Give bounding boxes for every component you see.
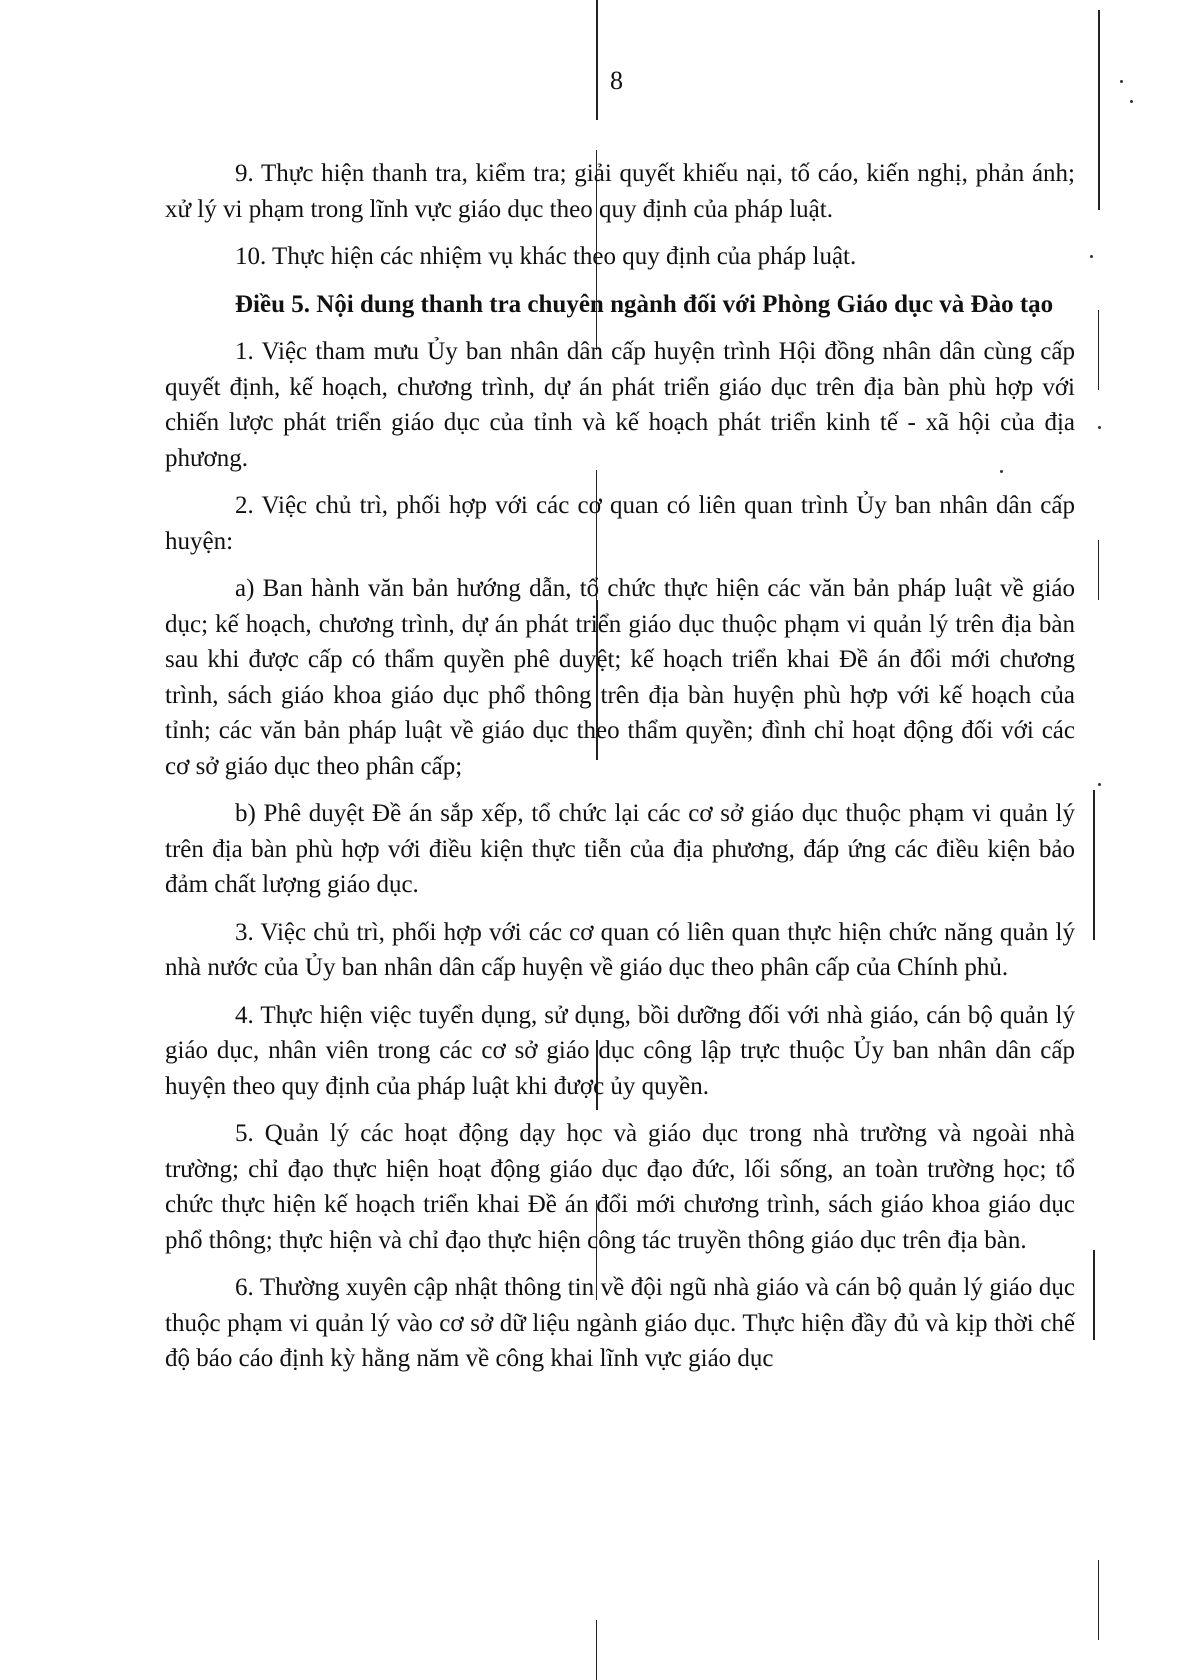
clause-2a: a) Ban hành văn bản hướng dẫn, tổ chức thực hiện các văn bản pháp luật về giáo dục; kế hoạch, chương trình, dự án phát triển giáo dục thuộc phạm vi quản lý trên địa bàn sau khi được cấp có thẩm quyền phê duyệt; kế hoạch triển khai Đề án đổi mới chương trình, sách giáo khoa giáo dục phổ thông trên địa bàn huyện phù hợp với kế hoạch của tỉnh; các văn bản pháp luật về giáo dục theo thẩm quyền; đình chỉ hoạt động đối với các cơ sở giáo dục theo phân cấp; — [165, 575, 1075, 780]
scan-edge-line — [1098, 10, 1100, 210]
paragraph-item-10: 10. Thực hiện các nhiệm vụ khác theo quy định của pháp luật. — [235, 243, 857, 270]
scan-edge-line — [1093, 1250, 1095, 1340]
clause-1: 1. Việc tham mưu Ủy ban nhân dân cấp huyện trình Hội đồng nhân dân cùng cấp quyết định, kế hoạch, chương trình, dự án phát triển giáo dục trên địa bàn phù hợp với chiến lược phát triển giáo dục của tỉnh và kế hoạch phát triển kinh tế - xã hội của địa phương. — [165, 338, 1075, 472]
page-number: 8 — [610, 66, 623, 95]
clause-5: 5. Quản lý các hoạt động dạy học và giáo dục trong nhà trường và ngoài nhà trường; chỉ đạo thực hiện hoạt động giáo dục đạo đức, lối sống, an toàn trường học; tổ chức thực hiện kế hoạch triển khai Đề án đổi mới chương trình, sách giáo khoa giáo dục phổ thông; thực hiện và chỉ đạo thực hiện công tác truyền thông giáo dục trên địa bàn. — [165, 1120, 1075, 1254]
clause-6: 6. Thường xuyên cập nhật thông tin về đội ngũ nhà giáo và cán bộ quản lý giáo dục thuộc phạm vi quản lý vào cơ sở dữ liệu ngành giáo dục. Thực hiện đầy đủ và kịp thời chế độ báo cáo định kỳ hằng năm về công khai lĩnh vực giáo dục — [165, 1274, 1075, 1372]
clause-2b: b) Phê duyệt Đề án sắp xếp, tổ chức lại các cơ sở giáo dục thuộc phạm vi quản lý trên địa bàn phù hợp với điều kiện thực tiễn của địa phương, đáp ứng các điều kiện bảo đảm chất lượng giáo dục. — [165, 800, 1075, 898]
scan-fold-line — [596, 0, 598, 120]
scan-speck — [1098, 426, 1101, 429]
clause-2: 2. Việc chủ trì, phối hợp với các cơ quan có liên quan trình Ủy ban nhân dân cấp huyện: — [165, 492, 1075, 555]
scan-speck — [1098, 783, 1101, 786]
clause-4: 4. Thực hiện việc tuyển dụng, sử dụng, bồi dưỡng đối với nhà giáo, cán bộ quản lý giáo dục, nhân viên trong các cơ sở giáo dục công lập trực thuộc Ủy ban nhân dân cấp huyện theo quy định của pháp luật khi được ủy quyền. — [165, 1001, 1075, 1100]
scan-speck — [1130, 100, 1133, 103]
article-5-heading: Điều 5. Nội dung thanh tra chuyên ngành đối với Phòng Giáo dục và Đào tạo — [235, 290, 1054, 318]
scan-speck — [1120, 80, 1123, 83]
scan-edge-line — [1098, 1560, 1099, 1640]
clause-3: 3. Việc chủ trì, phối hợp với các cơ quan có liên quan thực hiện chức năng quản lý nhà nước của Ủy ban nhân dân cấp huyện về giáo dục theo phân cấp của Chính phủ. — [165, 918, 1075, 981]
scan-edge-line — [1098, 540, 1099, 600]
document-body — [165, 156, 1075, 1377]
scan-speck — [1090, 255, 1093, 258]
scan-edge-line — [1098, 310, 1099, 390]
paragraph-item-9: 9. Thực hiện thanh tra, kiểm tra; giải quyết khiếu nại, tố cáo, kiến nghị, phản ánh; xử lý vi phạm trong lĩnh vực giáo dục theo quy định của pháp luật. — [165, 160, 1075, 223]
scan-edge-line — [1093, 790, 1095, 940]
scan-fold-line — [596, 1620, 597, 1680]
